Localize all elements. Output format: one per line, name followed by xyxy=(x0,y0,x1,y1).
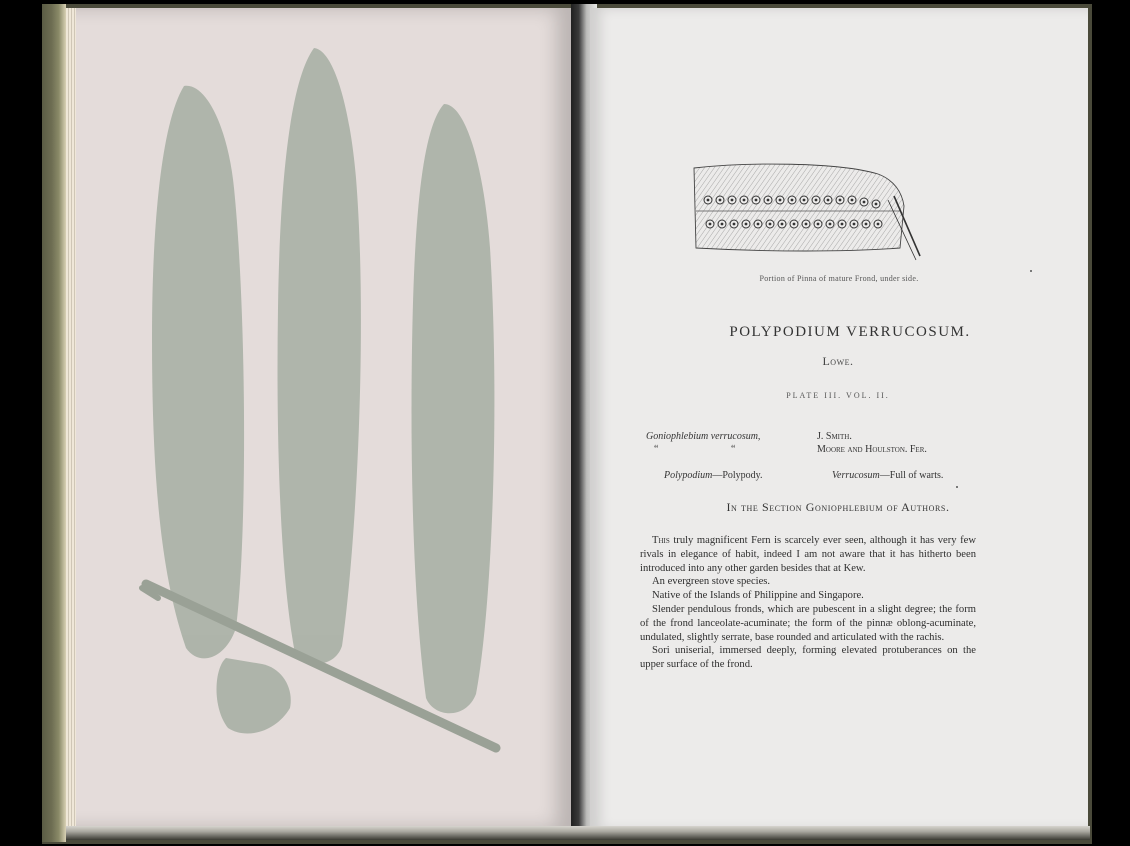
synonym-authorities xyxy=(817,430,927,456)
frond-base-flap xyxy=(217,658,291,734)
frond-pinna-middle xyxy=(278,48,361,664)
genus-name: Polypodium xyxy=(664,470,713,481)
paper-speck xyxy=(1030,270,1032,272)
left-page-plate xyxy=(66,8,571,828)
figure-caption: Portion of Pinna of mature Frond, under side. xyxy=(759,274,919,283)
paragraph-1-first-word: This xyxy=(652,535,670,546)
authority-2: Moore and Houlston. Fer. xyxy=(817,444,927,455)
pinna-figure xyxy=(688,156,928,266)
genus-etymology xyxy=(664,470,763,481)
book-cover-edge xyxy=(42,4,66,842)
fern-plate-illustration xyxy=(66,8,571,828)
right-page-text xyxy=(590,8,1088,830)
paragraph-3: Native of the Islands of Philippine and Singapore. xyxy=(652,590,864,602)
species-name: Verrucosum xyxy=(832,470,880,481)
author-name: Lowe. xyxy=(822,354,854,368)
genus-meaning: —Polypody. xyxy=(712,470,763,481)
paragraph-4: Slender pendulous fronds, which are pubescent in a slight degree; the form of the frond lanceolate-acuminate; the form of the pinnæ oblong-acuminate, undulated, slightly serrate, base rounded and articulated with the rachis. xyxy=(640,603,976,643)
synonym-names xyxy=(646,430,760,456)
ditto-marks: “ “ xyxy=(654,444,736,455)
page-title: POLYPODIUM VERRUCOSUM. xyxy=(729,324,971,340)
page-bottom-edge xyxy=(66,826,1090,840)
frond-pinna-left xyxy=(152,86,244,659)
paragraph-2: An evergreen stove species. xyxy=(652,576,771,588)
section-heading: In the Section Goniophlebium of Authors. xyxy=(726,500,950,514)
synonym-name: Goniophlebium verrucosum, xyxy=(646,431,761,442)
species-meaning: —Full of warts. xyxy=(879,470,944,481)
paper-speck xyxy=(956,486,958,488)
species-etymology xyxy=(832,470,943,481)
frond-pinna-right xyxy=(412,104,495,713)
faded-plate-caption xyxy=(246,764,446,776)
paragraph-1 xyxy=(640,534,976,575)
paragraph-5: Sori uniserial, immersed deeply, forming elevated protuberances on the upper surface of the frond. xyxy=(640,645,976,671)
plate-reference: PLATE III. VOL. II. xyxy=(786,391,890,400)
description-body xyxy=(640,534,976,672)
paragraph-1-text: truly magnificent Fern is scarcely ever seen, although it has very few rivals in elegance of habit, indeed I am not aware that it has hitherto been introduced into any other garden besides that at Kew. xyxy=(640,535,976,574)
authority-1: J. Smith. xyxy=(817,431,852,442)
